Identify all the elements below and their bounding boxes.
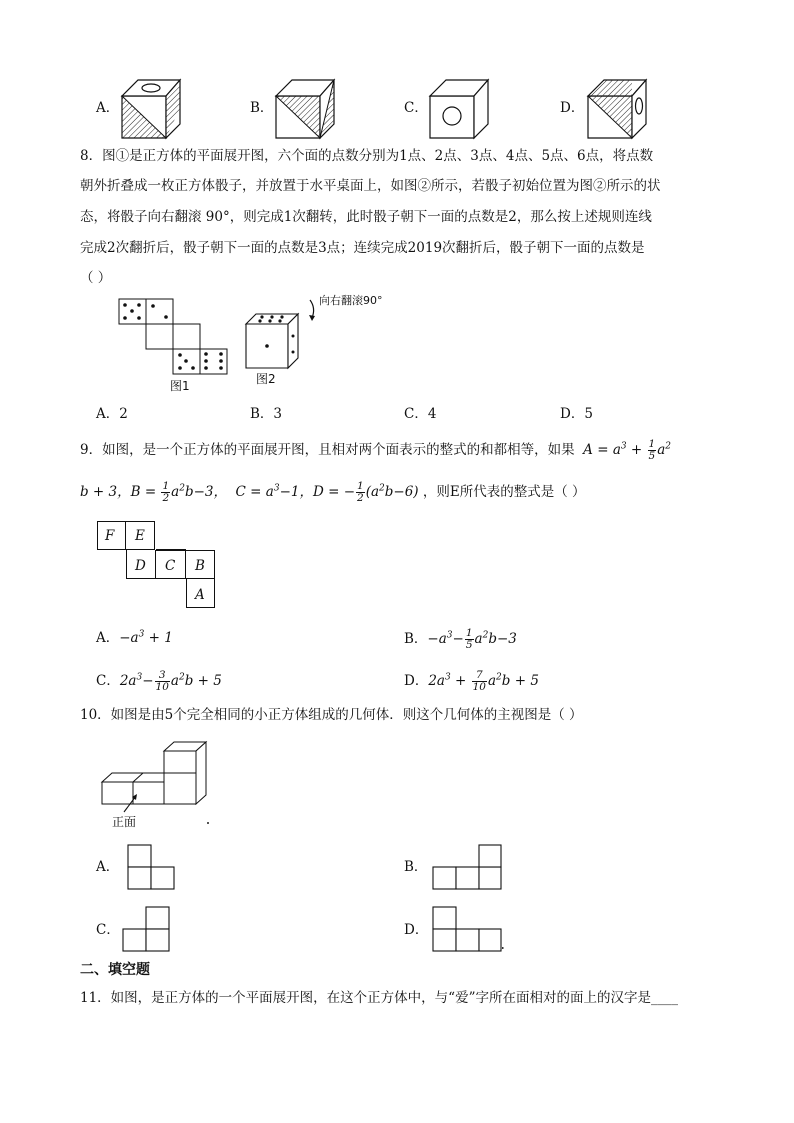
q8-figure-1-net [118,298,230,378]
q9-net-face-a: A [195,587,205,603]
q8-stem-line-2: 朝外折叠成一枚正方体骰子，并放置于水平桌面上，如图②所示，若骰子初始位置为图②所示的状 [80,178,661,194]
q9-option-b[interactable] [404,628,517,651]
q8-stem-line-4: 完成2次翻折后，骰子朝下一面的点数是3点；连续完成2019次翻折后，骰子朝下一面的点数是 [80,240,645,256]
q10-option-c-label[interactable]: C． [96,922,120,938]
q8-option-c[interactable]: C．4 [404,406,437,422]
q8-stem-line-3: 态，将骰子向右翻滚 90°，则完成1次翻转，此时骰子朝下一面的点数是2，那么按上述规则连线 [80,209,652,225]
q10-option-d-label[interactable]: D． [404,922,429,938]
q9-option-d[interactable] [404,670,539,693]
q8-figure-1-label: 图1 [170,379,190,393]
q10-solid-figure [100,741,212,811]
q11-stem: 11．如图，是正方体的一个平面展开图，在这个正方体中，与“爱”字所在面相对的面上的汉字是____ [80,990,678,1006]
q7-option-a-label[interactable]: A． [96,100,120,116]
q9-net-face-b: B [195,558,205,574]
q9-option-c[interactable] [96,670,222,693]
q7-option-b-label[interactable]: B． [250,100,274,116]
q8-roll-direction-label: 向右翻滚90° [319,294,383,307]
q10-option-a-view [127,844,175,890]
q9-stem-intro [80,439,671,462]
q10-option-a-label[interactable]: A． [96,859,120,875]
q10-option-b-label[interactable]: B． [404,859,428,875]
q9-option-d-expression: $2a^3$ + $\frac{7}{10}$ $a^2b + 5$ [428,669,539,693]
q9-option-a-letter: A． [96,630,120,646]
q7-option-d-label[interactable]: D． [560,100,585,116]
q9-option-a[interactable] [96,628,173,648]
q8-answer-paren: （ ） [80,270,112,286]
q10-option-c-view [122,906,170,952]
q10-front-label: 正面 [112,815,137,829]
section-2-title: 二、填空题 [80,962,150,978]
q8-option-d[interactable]: D．5 [560,406,593,422]
q8-option-a[interactable]: A．2 [96,406,128,422]
q9-option-d-letter: D． [404,673,429,689]
q10-stem: 10．如图是由5个完全相同的小正方体组成的几何体．则这个几何体的主视图是（ ） [80,707,583,723]
q9-net-face-e: E [135,528,145,544]
q7-option-b-cube [274,78,336,140]
q9-option-c-expression: $2a^3-$ $\frac{3}{10}$ $a^2b + 5$ [119,669,222,693]
q7-option-c-label[interactable]: C． [404,100,428,116]
q9-expression-a: $A = a^3$ + $\frac{1}{5}$ $a^2$ [578,438,671,462]
stray-mark [207,822,209,824]
q9-option-b-letter: B． [404,631,428,647]
q10-option-b-view [432,844,502,890]
q9-expression-a-tail: b + 3，B = $\frac{1}{2}$ $a^2b-3$， $C = a^3-1$，D = − $\frac{1}{2}$ $(a^2b-6)$ [80,480,419,504]
q7-option-c-cube [428,78,490,140]
q10-option-d-view [432,906,504,952]
q8-option-b[interactable]: B．3 [250,406,283,422]
arrow-up-icon [120,792,140,814]
q8-figure-2-label: 图2 [256,372,276,386]
q9-net-face-d: D [135,558,146,574]
q9-stem-tail: ，则E所代表的整式是（ ） [422,484,586,500]
q9-option-a-expression: $-a^3 + 1$ [119,629,173,646]
q8-figure-2-die [244,312,302,370]
q8-stem-line-1: 8．图①是正方体的平面展开图，六个面的点数分别为1点、2点、3点、4点、5点、6点，将点数 [80,148,654,164]
q9-stem-line-2 [80,481,586,504]
q9-net-face-f: F [105,528,115,544]
q9-net-face-c: C [165,558,176,574]
q9-option-c-letter: C． [96,673,120,689]
q7-option-a-cube [120,78,182,140]
q9-option-b-expression: $-a^3-$ $\frac{1}{5}$ $a^2b-3$ [427,627,517,651]
q9-stem-intro-text: 9．如图，是一个正方体的平面展开图，且相对两个面表示的整式的和都相等，如果 [80,442,575,458]
q7-option-d-cube [586,78,648,140]
